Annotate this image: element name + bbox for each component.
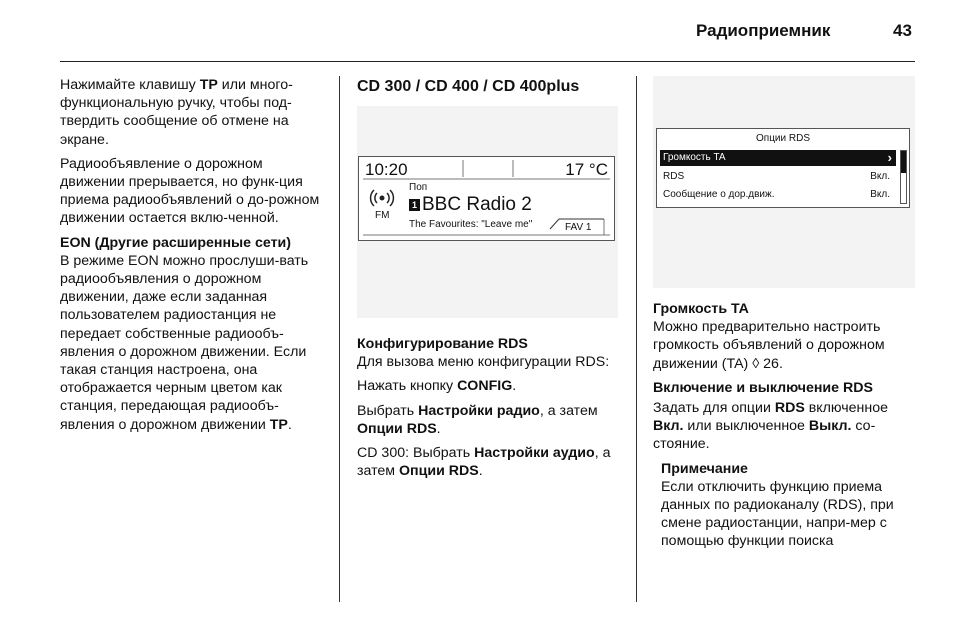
paragraph-tp: Нажимайте клавишу TP или много-функциональную ручку, чтобы под-твердить сообщение об отмене на экране. [60, 77, 293, 148]
menu-row-value: Вкл. [870, 189, 890, 200]
radiotext: The Favourites: "Leave me" [409, 219, 533, 230]
header-divider [60, 61, 915, 62]
paragraph-press-config: Нажать кнопку CONFIG. [357, 378, 517, 395]
menu-scrollbar-thumb[interactable] [901, 151, 906, 173]
rds-toggle-heading: Включение и выключение RDS [653, 379, 873, 396]
paragraph-rds-toggle: Задать для опции RDS включенное Вкл. или выключенное Выкл. со-стояние. [653, 400, 888, 453]
menu-row-value: Вкл. [870, 171, 890, 182]
column-2-text [357, 335, 623, 486]
column-divider-1 [339, 76, 340, 602]
radio-display-panel [357, 106, 618, 318]
menu-scrollbar[interactable] [900, 150, 907, 204]
rds-menu-panel [653, 76, 915, 288]
page-title: Радиоприемник [696, 21, 831, 40]
paragraph-cd300: CD 300: Выбрать Настройки аудио, а затем Опции RDS. [357, 445, 611, 480]
note-block [661, 460, 917, 551]
chevron-right-icon: › [887, 150, 892, 165]
column-3-text [653, 300, 917, 551]
note-text: Если отключить функцию приема данных по радиоканалу (RDS), при смене радиостанции, напри-мер с помощью функции поиска [661, 478, 894, 550]
paragraph-ta-volume: Можно предварительно настроить громкость объявлений о дорожном движении (TA) ◊ 26. [653, 319, 885, 372]
station-name: BBC Radio 2 [422, 194, 532, 215]
menu-title: Опции RDS [756, 133, 810, 144]
page-number: 43 [893, 21, 912, 40]
genre-label: Поп [409, 182, 428, 193]
antenna-icon [369, 187, 395, 209]
preset-badge: 1 [409, 199, 420, 211]
menu-row-rds[interactable] [660, 169, 896, 185]
column-divider-2 [636, 76, 637, 602]
ta-volume-heading: Громкость TA [653, 301, 749, 317]
band-label: FM [375, 210, 390, 221]
paragraph-select-radio: Выбрать Настройки радио, а затем Опции RDS. [357, 402, 598, 437]
menu-row-label: Громкость TA [663, 152, 726, 163]
temperature: 17 °C [565, 160, 608, 179]
menu-row-label: Сообщение о дор.движ. [663, 189, 775, 200]
menu-row-traffic[interactable] [660, 187, 896, 203]
menu-row-label: RDS [663, 171, 685, 182]
rds-menu [656, 128, 910, 208]
note-heading: Примечание [661, 460, 748, 477]
paragraph-interrupt: Радиообъявление о дорожном движении прерывается, но функ-ция приема радиообъявлений о до-рожном движении остается вклю-ченной. [60, 155, 320, 227]
paragraph-config: Для вызова меню конфигурации RDS: [357, 354, 610, 371]
radio-display [358, 156, 615, 241]
column-1 [60, 76, 324, 440]
favourites-label: FAV 1 [565, 222, 592, 233]
section-heading: CD 300 / CD 400 / CD 400plus [357, 78, 580, 95]
clock: 10:20 [365, 160, 408, 179]
menu-row-ta-volume[interactable] [660, 150, 896, 166]
config-heading: Конфигурирование RDS [357, 336, 528, 352]
eon-heading: EON (Другие расширенные сети) [60, 234, 291, 251]
paragraph-eon: В режиме EON можно прослуши-вать радиообъявления о дорожном движении, даже если заданная пользователем радиостанция не передает собственные радиообъ-явления о дорожном движении. Если такая станция настроена, она отображается черным цветом как станция, передающая радиообъ-явления о дорожном движении TP. [60, 252, 309, 433]
